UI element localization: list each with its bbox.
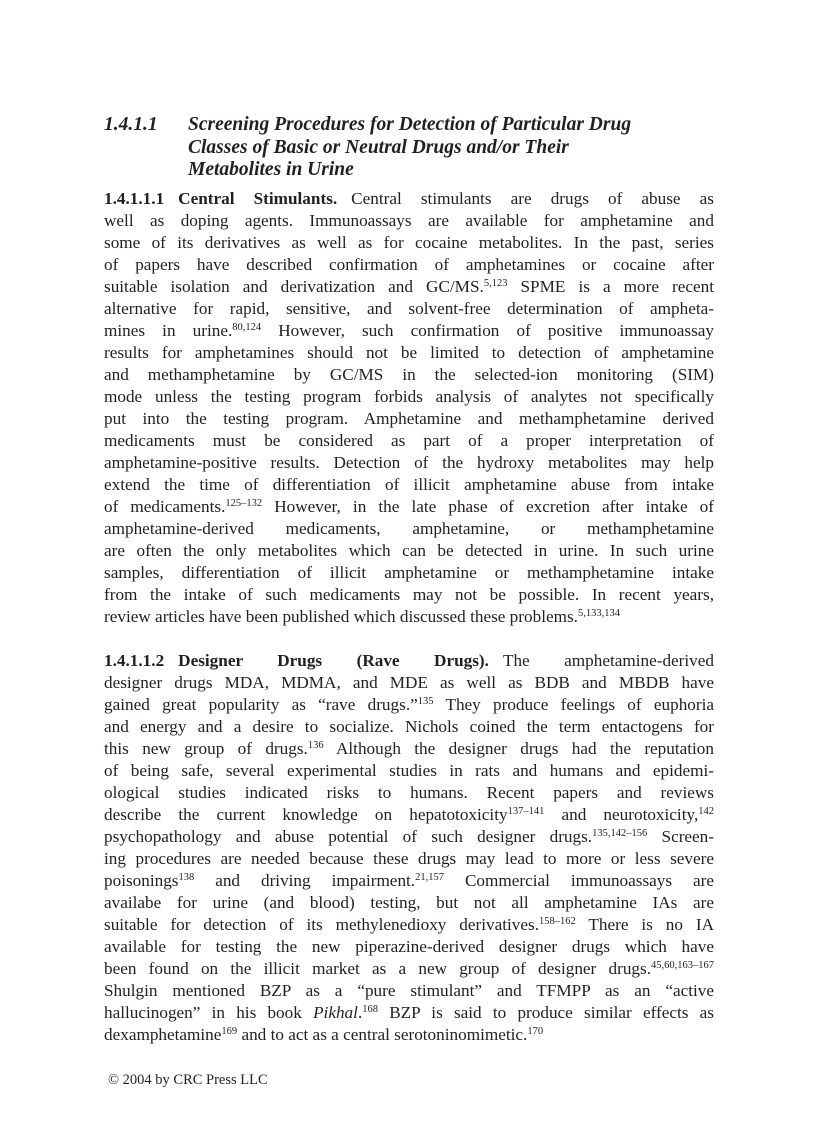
text-line	[104, 804, 714, 826]
section-title-line: Screening Procedures for Detection of Particular Drug	[188, 114, 632, 135]
text-line	[104, 1024, 714, 1046]
paragraph-central-stimulants	[104, 188, 714, 628]
text-line	[104, 936, 714, 958]
text-line	[104, 518, 714, 540]
text-run: There is no IA	[575, 915, 714, 934]
text-run: and to act as a central serotoninomimetic.	[237, 1025, 528, 1044]
text-line	[104, 672, 714, 694]
citation-superscript: 80,124	[232, 322, 262, 333]
text-line	[104, 760, 714, 782]
text-run: designer drugs MDA, MDMA, and MDE as well as BDB and MBDB have	[104, 673, 714, 692]
text-run: review articles have been published which discussed these problems.	[104, 607, 578, 626]
text-run: SPME is a more recent	[507, 277, 714, 296]
text-run: are often the only metabolites which can be detected in urine. In such urine	[104, 541, 714, 560]
text-line	[104, 914, 714, 936]
text-run: describe the current knowledge on hepatotoxicity	[104, 805, 508, 824]
text-run: of being safe, several experimental studies in rats and humans and epidemi-	[104, 761, 714, 780]
text-run: suitable isolation and derivatization and GC/MS.	[104, 277, 484, 296]
text-run: mines in urine.	[104, 321, 233, 340]
citation-superscript: 136	[307, 740, 324, 751]
subsection-heading: Designer Drugs (Rave Drugs).	[178, 651, 489, 670]
text-run: and driving impairment.	[194, 871, 416, 890]
text-run: available for testing the new piperazine-derived designer drugs which have	[104, 937, 714, 956]
text-line	[104, 980, 714, 1002]
text-run: ing procedures are needed because these drugs may lead to more or less severe	[104, 849, 714, 868]
text-line	[104, 452, 714, 474]
text-line	[104, 364, 714, 386]
text-run: gained great popularity as “rave drugs.”	[104, 695, 418, 714]
subsection-heading: Central Stimulants.	[178, 189, 338, 208]
text-line	[104, 738, 714, 760]
text-line	[104, 540, 714, 562]
text-run: of medicaments.	[104, 497, 226, 516]
text-run: Shulgin mentioned BZP as a “pure stimulant” and TFMPP as an “active	[104, 981, 714, 1000]
citation-superscript: 5,133,134	[577, 608, 620, 619]
text-line	[104, 562, 714, 584]
text-run: been found on the illicit market as a new group of designer drugs.	[104, 959, 651, 978]
text-run: The amphetamine-derived	[502, 651, 714, 670]
text-line	[104, 474, 714, 496]
citation-superscript: 142	[698, 806, 715, 817]
text-run: .	[357, 1003, 363, 1022]
text-line	[104, 408, 714, 430]
section-number: 1.4.1.1	[104, 114, 158, 135]
paragraph-designer-drugs	[104, 650, 714, 1046]
citation-superscript: 168	[362, 1004, 378, 1015]
text-run: put into the testing program. Amphetamine and methamphetamine derived	[104, 409, 714, 428]
text-line	[104, 188, 714, 210]
text-line	[104, 298, 714, 320]
text-line	[104, 716, 714, 738]
text-run: this new group of drugs.	[104, 739, 308, 758]
text-line	[104, 848, 714, 870]
text-line	[104, 782, 714, 804]
text-run: hallucinogen” in his book	[104, 1003, 314, 1022]
citation-superscript: 45,60,163–167	[651, 960, 714, 971]
citation-superscript: 169	[221, 1026, 238, 1037]
text-run: However, in the late phase of excretion after intake of	[262, 497, 714, 516]
text-run: amphetamine-derived medicaments, amphetamine, or methamphetamine	[104, 519, 714, 538]
text-run: alternative for rapid, sensitive, and solvent-free determination of ampheta-	[104, 299, 714, 318]
text-line	[104, 254, 714, 276]
text-run: They produce feelings of euphoria	[433, 695, 715, 714]
text-run: and methamphetamine by GC/MS in the selected-ion monitoring (SIM)	[104, 365, 714, 384]
text-line	[104, 606, 714, 628]
text-line	[104, 1002, 714, 1024]
text-run: medicaments must be considered as part of a proper interpretation of	[104, 431, 714, 450]
text-line	[104, 342, 714, 364]
text-line	[104, 496, 714, 518]
text-run: poisonings	[104, 871, 179, 890]
text-run: well as doping agents. Immunoassays are available for amphetamine and	[104, 211, 714, 230]
citation-superscript: 21,157	[415, 872, 444, 883]
citation-superscript: 125–132	[225, 498, 263, 509]
text-run: Central stimulants are drugs of abuse as	[351, 189, 714, 208]
citation-superscript: 135,142–156	[592, 828, 648, 839]
citation-superscript: 137–141	[507, 806, 545, 817]
text-line	[104, 892, 714, 914]
text-line	[104, 650, 714, 672]
text-run: mode unless the testing program forbids analysis of analytes not specifically	[104, 387, 714, 406]
text-run: Although the designer drugs had the reputation	[323, 739, 714, 758]
subsection-heading: 1.4.1.1.2	[104, 651, 165, 670]
text-run: ological studies indicated risks to humans. Recent papers and reviews	[104, 783, 714, 802]
text-line	[104, 430, 714, 452]
text-run: some of its derivatives as well as for cocaine metabolites. In the past, series	[104, 233, 714, 252]
section-title-line: Classes of Basic or Neutral Drugs and/or Their	[188, 136, 569, 158]
text-run: availabe for urine (and blood) testing, but not all amphetamine IAs are	[104, 893, 714, 912]
text-line	[104, 958, 714, 980]
section-title-line: Metabolites in Urine	[188, 159, 354, 180]
section-title	[188, 114, 728, 182]
citation-superscript: 158–162	[539, 916, 576, 927]
text-run: Commercial immunoassays are	[443, 871, 714, 890]
text-line	[104, 276, 714, 298]
text-run: from the intake of such medicaments may not be possible. In recent years,	[104, 585, 714, 604]
text-run: Screen-	[647, 827, 714, 846]
text-run: psychopathology and abuse potential of such designer drugs.	[104, 827, 593, 846]
text-line	[104, 826, 714, 848]
copyright-footer: © 2004 by CRC Press LLC	[108, 1072, 268, 1088]
subsection-heading: 1.4.1.1.1	[104, 189, 165, 208]
text-line	[104, 210, 714, 232]
italic-title: Pikhal	[313, 1003, 358, 1022]
text-run: dexamphetamine	[104, 1025, 222, 1044]
citation-superscript: 5,123	[483, 278, 508, 289]
text-run: and neurotoxicity,	[544, 805, 699, 824]
text-run: of papers have described confirmation of amphetamines or cocaine after	[104, 255, 714, 274]
text-run: BZP is said to produce similar effects as	[377, 1003, 714, 1022]
text-line	[104, 584, 714, 606]
text-line	[104, 870, 714, 892]
text-run: samples, differentiation of illicit amphetamine or methamphetamine intake	[104, 563, 714, 582]
text-run: extend the time of differentiation of illicit amphetamine abuse from intake	[104, 475, 714, 494]
citation-superscript: 170	[527, 1026, 544, 1037]
text-line	[104, 320, 714, 342]
text-run: results for amphetamines should not be limited to detection of amphetamine	[104, 343, 714, 362]
text-run: However, such confirmation of positive immunoassay	[261, 321, 714, 340]
citation-superscript: 135	[417, 696, 434, 707]
text-line	[104, 694, 714, 716]
text-run: and energy and a desire to socialize. Nichols coined the term entactogens for	[104, 717, 714, 736]
citation-superscript: 138	[178, 872, 195, 883]
text-run: amphetamine-positive results. Detection of the hydroxy metabolites may help	[104, 453, 714, 472]
text-line	[104, 386, 714, 408]
text-line	[104, 232, 714, 254]
text-run: suitable for detection of its methylenedioxy derivatives.	[104, 915, 540, 934]
